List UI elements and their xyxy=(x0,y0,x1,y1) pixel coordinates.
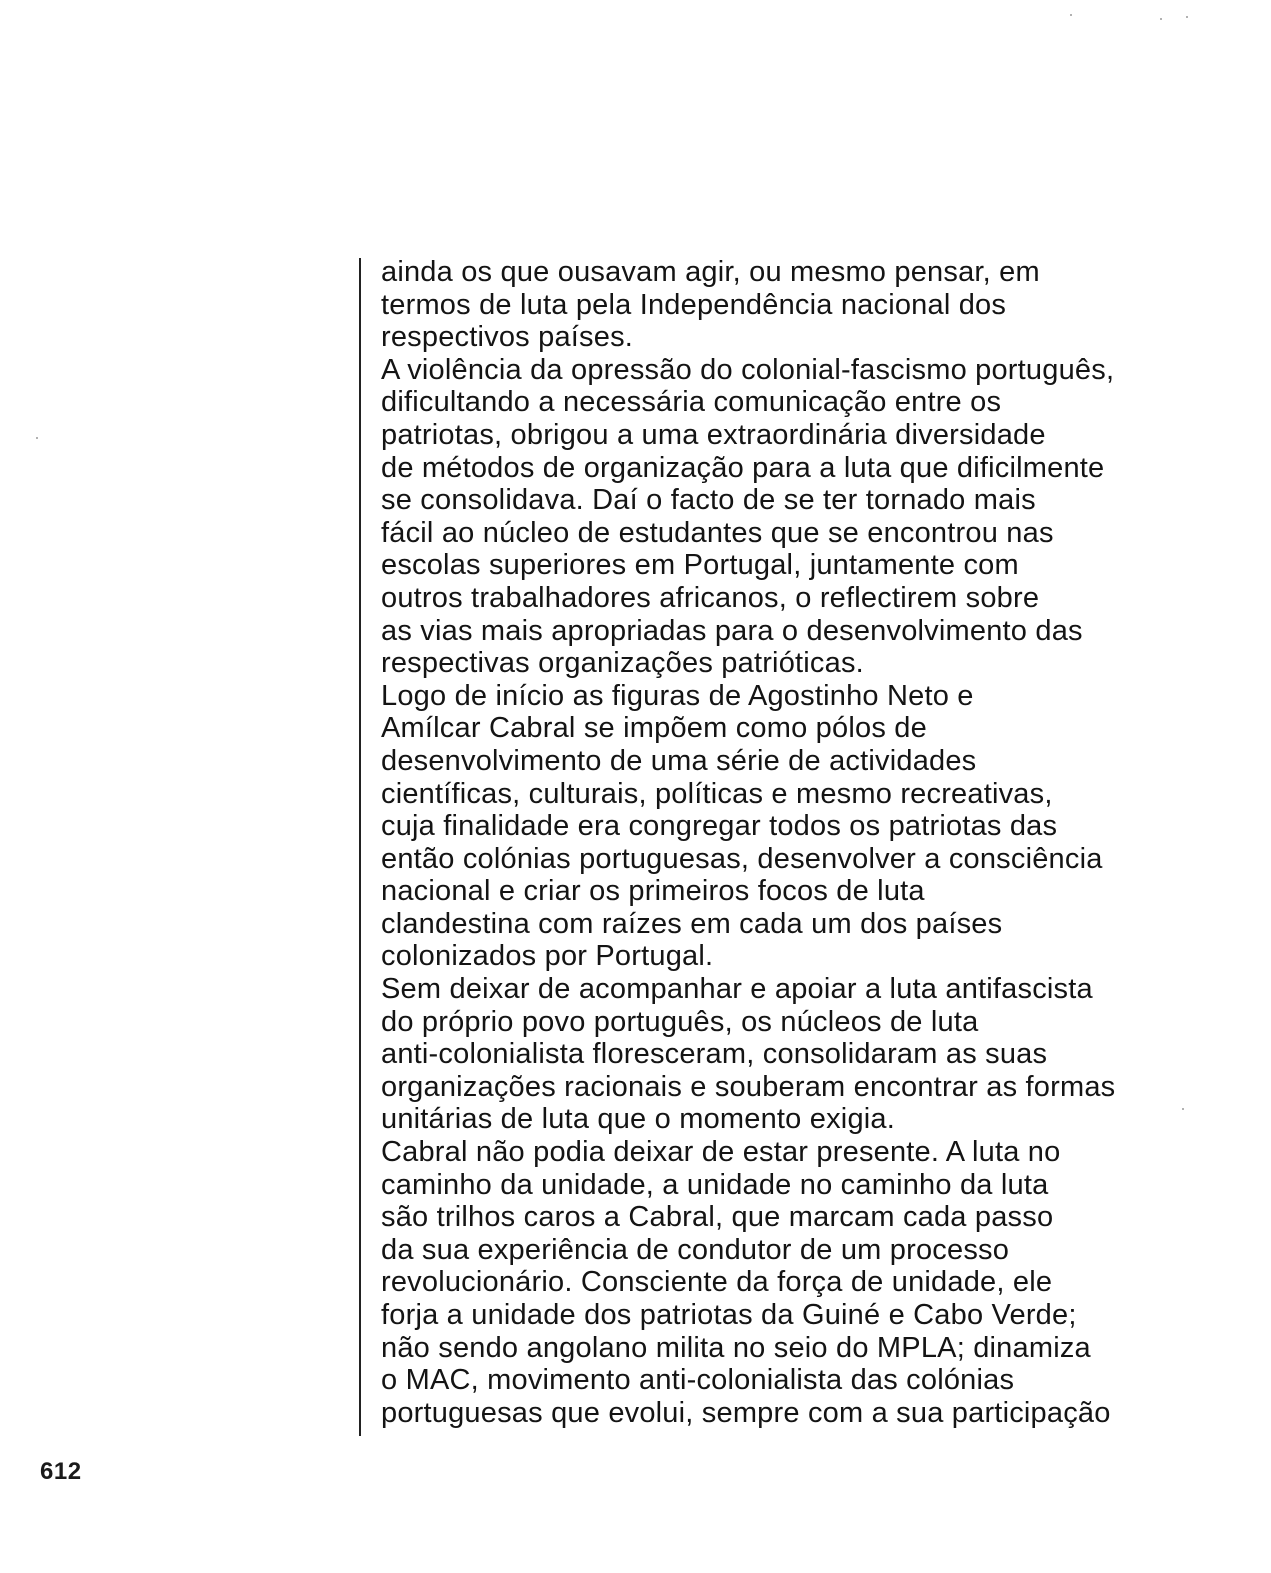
text-line: unitárias de luta que o momento exigia. xyxy=(381,1103,895,1136)
text-line: colonizados por Portugal. xyxy=(381,940,714,973)
text-line: portuguesas que evolui, sempre com a sua participação xyxy=(381,1396,1111,1429)
text-line: organizações racionais e souberam encontrar as formas xyxy=(381,1070,1116,1103)
scan-speck xyxy=(1070,14,1072,16)
text-line: respectivas organizações patrióticas. xyxy=(381,647,864,680)
text-line: desenvolvimento de uma série de actividades xyxy=(381,744,977,777)
text-line: Cabral não podia deixar de estar presente. A luta no xyxy=(381,1136,1061,1169)
text-line: forja a unidade dos patriotas da Guiné e Cabo Verde; xyxy=(381,1299,1077,1331)
text-line: cuja finalidade era congregar todos os patriotas das xyxy=(381,810,1058,843)
text-line: patriotas, obrigou a uma extraordinária diversidade xyxy=(381,418,1046,451)
text-line: então colónias portuguesas, desenvolver a consciência xyxy=(381,842,1103,875)
text-line: escolas superiores em Portugal, juntamente com xyxy=(381,549,1019,582)
text-line: o MAC, movimento anti-colonialista das colónias xyxy=(381,1364,1015,1397)
scan-speck xyxy=(36,437,38,439)
text-line: nacional e criar os primeiros focos de luta xyxy=(381,875,925,908)
scan-speck xyxy=(1160,18,1162,20)
text-line: caminho da unidade, a unidade no caminho da luta xyxy=(381,1168,1049,1201)
scan-speck xyxy=(1182,1108,1184,1110)
text-line: de métodos de organização para a luta que dificilmente xyxy=(381,451,1105,484)
text-line: fácil ao núcleo de estudantes que se encontrou nas xyxy=(381,516,1054,549)
text-line: não sendo angolano milita no seio do MPLA; dinamiza xyxy=(381,1331,1091,1364)
text-line: clandestina com raízes em cada um dos países xyxy=(381,907,1003,940)
text-line: ainda os que ousavam agir, ou mesmo pensar, em xyxy=(381,256,1040,288)
text-line: respectivos países. xyxy=(381,321,634,354)
text-line: científicas, culturais, políticas e mesmo recreativas, xyxy=(381,777,1053,810)
text-line: anti-colonialista floresceram, consolidaram as suas xyxy=(381,1038,1048,1071)
text-line: Logo de início as figuras de Agostinho Neto e xyxy=(381,679,974,712)
text-line: do próprio povo português, os núcleos de luta xyxy=(381,1005,979,1038)
text-line: Amílcar Cabral se impõem como pólos de xyxy=(381,712,927,745)
text-line: termos de luta pela Independência nacional dos xyxy=(381,288,1007,321)
text-line: Sem deixar de acompanhar e apoiar a luta antifascista xyxy=(381,973,1093,1006)
text-line: são trilhos caros a Cabral, que marcam cada passo xyxy=(381,1201,1054,1234)
scan-speck xyxy=(1186,16,1188,18)
text-line: se consolidava. Daí o facto de se ter tornado mais xyxy=(381,484,1036,517)
text-line: A violência da opressão do colonial-fascismo português, xyxy=(381,353,1115,386)
margin-rule xyxy=(359,258,361,1436)
page-number: 612 xyxy=(40,1458,82,1485)
text-line: revolucionário. Consciente da força de unidade, ele xyxy=(381,1266,1053,1299)
body-text xyxy=(381,256,1241,1429)
text-line: as vias mais apropriadas para o desenvolvimento das xyxy=(381,614,1083,647)
text-line: da sua experiência de condutor de um processo xyxy=(381,1233,1010,1266)
text-line: outros trabalhadores africanos, o reflectirem sobre xyxy=(381,581,1040,614)
text-line: dificultando a necessária comunicação entre os xyxy=(381,386,1002,419)
